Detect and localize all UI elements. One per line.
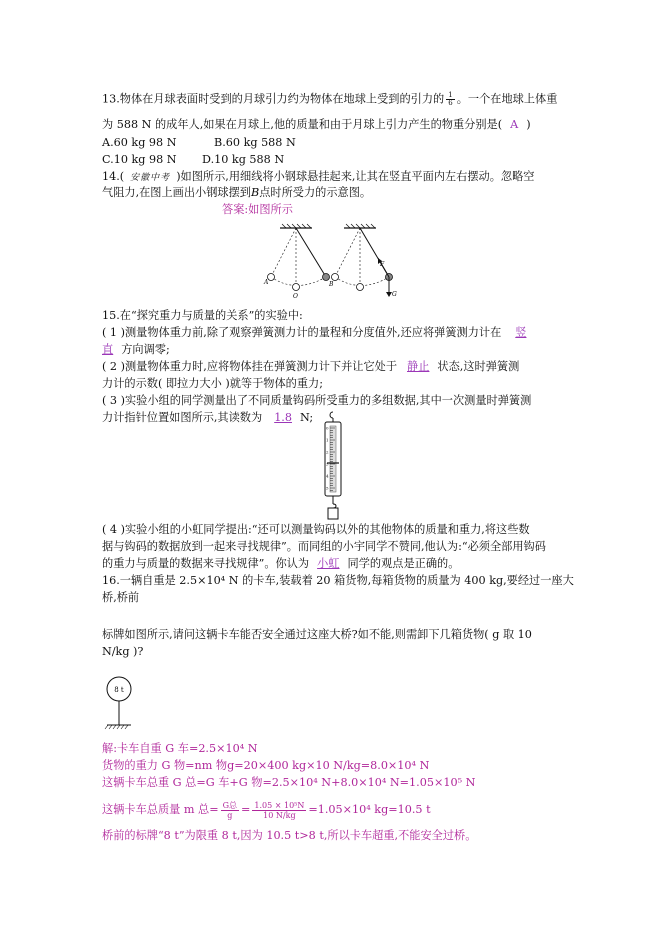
scale-label: 0 (326, 425, 329, 431)
q15-part3-line2: 力计指针位置如图所示,其读数为 1.8 N; (102, 411, 314, 424)
bridge-sign-figure (101, 675, 141, 735)
sign-text: 8 t (114, 686, 124, 694)
q16-solution-3: 这辆卡车总重 G 总=G 车+G 物=2.5×10⁴ N+8.0×10⁴ N=1.05×10⁵ N (102, 776, 476, 789)
ball-b (323, 274, 330, 281)
q14-line1: 14.( 安徽中考 )如图所示,用细线将小钢球悬挂起来,让其在竖直平面内左右摆动。忽略空 (102, 170, 535, 183)
spring-scale-figure (318, 410, 348, 522)
label-a: A (264, 279, 269, 286)
q13-option-c: C.10 kg 98 N (102, 153, 177, 166)
q13-fraction: $\frac{1}{6}$ (448, 91, 453, 107)
q15-part1-answer-a: 竖 (515, 326, 527, 339)
q13-option-d: D.10 kg 588 N (202, 153, 285, 166)
q13-line1: 13.物体在月球表面时受到的月球引力约为物体在地球上受到的引力的 $\frac{1}{6}$ 。一个在地球上体重 (102, 91, 558, 107)
q15-part4-line1: ( 4 )实验小组的小虹同学提出:“还可以测量钩码以外的其他物体的质量和重力,将这些数 (102, 523, 530, 536)
q15-part2-line2: 力计的示数( 即拉力大小 )就等于物体的重力; (102, 377, 323, 390)
q16-fraction-1: $\frac{\text{G总}}{g}$ (222, 800, 237, 820)
label-f: F (380, 261, 385, 268)
scale-label: 2 (326, 449, 329, 455)
label-g: G (392, 291, 397, 298)
scale-label: 4 (326, 473, 329, 479)
q16-fraction-2: $\frac{\text{1.05 × 10⁵N}}{10 N/kg}$ (254, 800, 305, 820)
pendulum-figure (258, 222, 408, 302)
q16-solution-1: 解:卡车自重 G 车=2.5×10⁴ N (102, 742, 258, 755)
q13-line2: 为 588 N 的成年人,如果在月球上,他的质量和由于月球上引力产生的物重分别是( A ) (102, 118, 531, 131)
label-o: O (293, 293, 298, 300)
q15-part3-line1: ( 3 )实验小组的同学测量出了不同质量钩码所受重力的多组数据,其中一次测量时弹簧测 (102, 394, 532, 407)
q16-line2: 桥,桥前 (102, 591, 140, 604)
q15-part2-line1: ( 2 )测量物体重力时,应将物体挂在弹簧测力计下并让它处于 静止 状态,这时弹簧测 (102, 360, 520, 373)
q15-part4-line3: 的重力与质量的数据来寻找规律”。你认为 小虹 同学的观点是正确的。 (102, 557, 460, 570)
scale-label: 1 (326, 437, 329, 443)
q16-solution-4: 这辆卡车总质量 m 总= $\frac{\text{G总}}{g}$ = $\frac{\text{1.05 × 10⁵N}}{10 N/kg}$ =1.05×10⁴ kg=10.5 t (102, 800, 431, 820)
q15-part1-line1: ( 1 )测量物体重力前,除了观察弹簧测力计的量程和分度值外,还应将弹簧测力计在 竖 (102, 326, 527, 339)
q15-part4-answer: 小虹 (317, 557, 340, 570)
q13-option-b: B.60 kg 588 N (214, 136, 296, 149)
q14-answer: 答案:如图所示 (222, 203, 293, 216)
hook-weight (328, 508, 338, 519)
q14-source-stamp: 安徽中考 (130, 173, 171, 183)
q15-part1-line2: 直 方向调零; (102, 343, 170, 356)
q15-part3-answer: 1.8 (274, 411, 292, 424)
q13-option-a: A.60 kg 98 N (102, 136, 177, 149)
q16-line3: 标牌如图所示,请问这辆卡车能否安全通过这座大桥?如不能,则需卸下几箱货物( g 取 10 (102, 628, 532, 641)
q13-answer: A (510, 118, 519, 131)
label-b: B (329, 281, 334, 288)
scale-label: 5 (326, 485, 329, 491)
ball-o (293, 284, 300, 291)
q16-line1: 16.一辆自重是 2.5×10⁴ N 的卡车,装载着 20 箱货物,每箱货物的质量为 400 kg,要经过一座大 (102, 574, 574, 587)
q14-line2: 气阻力,在图上画出小钢球摆到B点时所受力的示意图。 (102, 186, 372, 199)
q15-part4-line2: 据与钩码的数据放到一起来寻找规律”。而同组的小宇同学不赞同,他认为:“必须全部用钩码 (102, 540, 546, 553)
q16-line4: N/kg )? (102, 645, 144, 658)
q16-solution-2: 货物的重力 G 物=nm 物g=20×400 kg×10 N/kg=8.0×10⁴ N (102, 759, 430, 772)
q15-part1-answer-b: 直 (102, 343, 114, 356)
q16-solution-5: 桥前的标牌“8 t”为限重 8 t,因为 10.5 t>8 t,所以卡车超重,不能安全过桥。 (102, 829, 477, 842)
q15-title: 15.在“探究重力与质量的关系”的实验中: (102, 309, 303, 322)
scale-label: 3 (326, 461, 329, 467)
ball-a (268, 274, 275, 281)
q15-part2-answer: 静止 (407, 360, 430, 373)
q13-options-cd (102, 153, 285, 167)
q13-options-ab (102, 136, 296, 150)
